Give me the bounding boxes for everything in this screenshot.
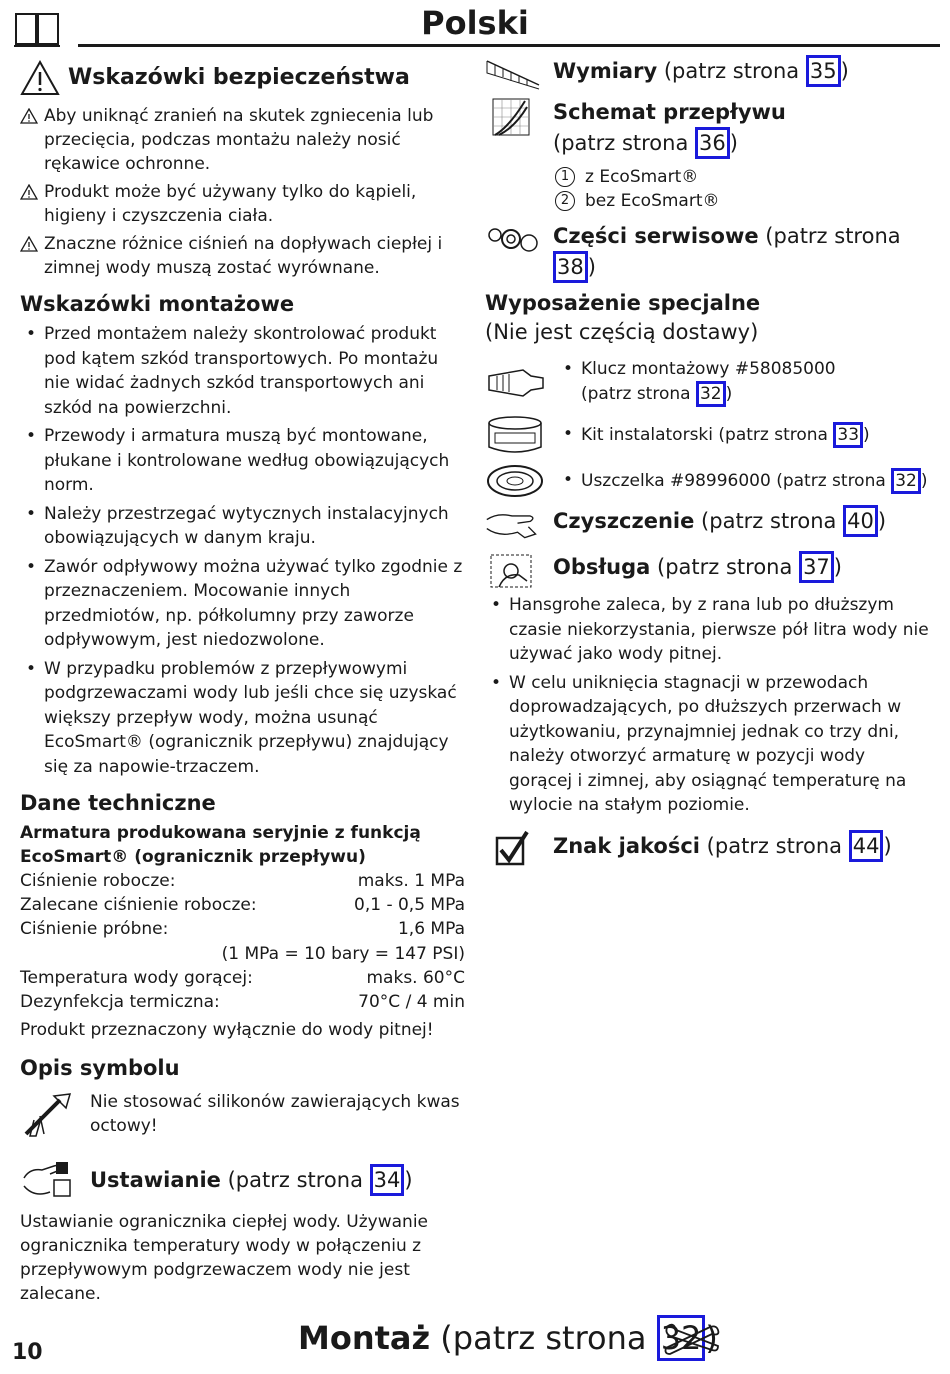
spec-value: 1,6 MPa	[397, 919, 465, 940]
tech-table	[20, 869, 465, 1014]
cleaning-heading	[553, 505, 886, 537]
flow-heading	[553, 97, 786, 159]
symbol-text: Nie stosować silikonów zawierających kwas octowy!	[90, 1092, 460, 1137]
service-parts-icon	[485, 221, 541, 257]
cleaning-ref: (patrz strona	[701, 509, 837, 533]
safety-title: Wskazówki bezpieczeństwa	[68, 65, 410, 90]
accessory-name: Klucz montażowy #58085000	[581, 359, 836, 379]
page-link-32[interactable]: 32	[891, 468, 921, 494]
cleaning-hand-icon	[485, 505, 541, 545]
page-link-40[interactable]: 40	[843, 505, 878, 537]
spec-value: maks. 60°C	[366, 967, 465, 988]
accessory-close: )	[920, 471, 928, 491]
symbol-title: Opis symbolu	[20, 1056, 180, 1081]
safety-item	[20, 180, 465, 228]
cleaning-row	[485, 505, 930, 545]
spec-row	[20, 869, 465, 893]
setting-close: )	[404, 1168, 413, 1193]
spec-row	[20, 966, 465, 990]
safety-item-text: Znaczne różnice ciśnień na dopływach ciepłej i zimnej wody muszą zostać wyrównane.	[44, 234, 443, 278]
service-ref: (patrz strona	[765, 224, 901, 248]
spec-value: maks. 1 MPa	[357, 871, 465, 891]
safety-item	[20, 104, 465, 176]
spec-label: Ciśnienie robocze:	[20, 871, 176, 891]
operation-title: Obsługa	[553, 555, 651, 579]
accessory-close: )	[725, 384, 733, 404]
list-item: • Hansgrohe zaleca, by z rana lub po dłuższym czasie niekorzystania, pierwsze pół litra wody nie używać jako wody pitnej.	[485, 593, 930, 667]
hand-thermostat-icon	[20, 1158, 76, 1202]
operation-list	[485, 593, 930, 818]
number-badge: 2	[555, 191, 575, 211]
quality-title: Znak jakości	[553, 833, 700, 858]
accessory-text	[561, 357, 836, 407]
safety-item	[20, 232, 465, 280]
setting-title: Ustawianie	[90, 1168, 221, 1193]
dimensions-row	[485, 55, 930, 91]
setting-heading	[90, 1164, 413, 1196]
operation-close: )	[833, 555, 842, 579]
service-close: )	[587, 255, 596, 279]
spec-note: (1 MPa = 10 bary = 147 PSI)	[221, 943, 465, 964]
setting-text: Ustawianie ogranicznika ciepłej wody. Używanie ogranicznika temperatury wody w połączeniu z przepływowym podgrzewaczem wody nie jest zalecane.	[20, 1212, 428, 1305]
spec-label: Ciśnienie próbne:	[20, 919, 169, 940]
dimensions-close: )	[840, 59, 849, 83]
flow-close: )	[729, 131, 738, 155]
operation-hand-icon	[485, 551, 541, 591]
dimensions-heading	[553, 55, 849, 87]
accessory-text	[561, 468, 927, 494]
header-divider	[78, 44, 940, 47]
tech-subtitle: Armatura produkowana seryjnie z funkcją EcoSmart® (ogranicznik przepływu)	[20, 823, 421, 867]
mounting-title: Wskazówki montażowe	[20, 292, 295, 316]
accessory-close: )	[863, 425, 870, 445]
safety-item-text: Produkt może być używany tylko do kąpieli, higieny i czyszczenia ciała.	[44, 182, 417, 226]
spec-row	[20, 990, 465, 1014]
safety-heading	[20, 60, 465, 96]
special-title: Wyposażenie specjalne	[485, 291, 761, 315]
spec-value: 0,1 - 0,5 MPa	[354, 895, 465, 916]
flow-row	[485, 97, 930, 159]
number-badge: 1	[555, 167, 575, 187]
accessory-name: Uszczelka #98996000 (patrz strona	[581, 471, 886, 491]
page-link-35[interactable]: 35	[806, 55, 841, 87]
page-link-34[interactable]: 34	[370, 1164, 405, 1196]
list-item: • Przed montażem należy skontrolować produkt pod kątem szkód transportowych. Po montażu nie widać żadnych szkód transportowych ani szkód na powierzchni.	[20, 322, 465, 420]
dimensions-title: Wymiary	[553, 59, 658, 83]
spec-label: Temperatura wody gorącej:	[20, 967, 253, 988]
service-title: Części serwisowe	[553, 224, 759, 248]
quality-row	[485, 830, 930, 870]
footer-ref: (patrz strona	[440, 1319, 647, 1357]
list-item: • Przewody i armatura muszą być montowane, płukane i kontrolowane według obowiązujących norm.	[20, 424, 465, 498]
setting-ref: (patrz strona	[227, 1168, 363, 1193]
quality-ref: (patrz strona	[706, 833, 843, 858]
spec-value: 70°C / 4 min	[358, 992, 465, 1013]
left-column	[20, 60, 465, 1306]
list-item: • Należy przestrzegać wytycznych instalacyjnych obowiązujących w danym kraju.	[20, 502, 465, 551]
spec-label: Dezynfekcja termiczna:	[20, 992, 220, 1013]
installer-kit-icon	[485, 413, 547, 457]
mounting-list	[20, 322, 465, 779]
flow-item	[555, 189, 930, 213]
footer-title: Montaż	[298, 1319, 431, 1357]
wrench-tool-icon	[485, 362, 547, 402]
operation-ref: (patrz strona	[657, 555, 793, 579]
warning-icon	[20, 60, 60, 96]
page-link-37[interactable]: 37	[799, 551, 834, 583]
spec-row	[20, 917, 465, 941]
gasket-icon	[485, 463, 547, 499]
spec-row	[20, 893, 465, 917]
page-number: 10	[12, 1340, 43, 1365]
spec-label: Zalecane ciśnienie robocze:	[20, 895, 257, 916]
flow-item-text: bez EcoSmart®	[585, 191, 720, 211]
list-item: • W celu uniknięcia stagnacji w przewodach doprowadzających, po dłuższych przerwach w użytkowaniu, przynajmniej jednak co trzy dni, należy otworzyć armaturę w pozycji wody gorącej i zimnej, aby osiągnąć temperaturę na wylocie na stałym poziomie.	[485, 671, 930, 818]
page-link-36[interactable]: 36	[695, 127, 730, 159]
flow-ref: (patrz strona	[553, 131, 689, 155]
right-column	[485, 55, 930, 876]
special-subtitle: (Nie jest częścią dostawy)	[485, 320, 759, 344]
flow-item	[555, 165, 930, 189]
warning-icon	[20, 108, 38, 124]
quality-close: )	[883, 833, 892, 858]
accessory-text	[561, 422, 870, 448]
page-link-38[interactable]: 38	[553, 251, 588, 283]
silicone-gun-icon	[20, 1090, 76, 1140]
flow-chart-icon	[485, 97, 541, 141]
cleaning-title: Czyszczenie	[553, 509, 695, 533]
warning-icon	[20, 184, 38, 200]
accessory-name: Kit instalatorski (patrz strona	[581, 425, 828, 445]
accessory-ref: (patrz strona	[581, 384, 691, 404]
accessory-item	[485, 357, 930, 407]
page-link-33[interactable]: 33	[833, 422, 863, 448]
warning-icon	[20, 236, 38, 252]
page-link-44[interactable]: 44	[849, 830, 884, 862]
cleaning-close: )	[877, 509, 887, 533]
accessory-item	[485, 413, 930, 457]
operation-heading	[553, 551, 842, 583]
ruler-icon	[485, 55, 541, 91]
page-link-32[interactable]: 32	[696, 381, 726, 407]
flow-title: Schemat przepływu	[553, 100, 786, 124]
service-row	[485, 221, 930, 283]
list-item: • Zawór odpływowy można używać tylko zgodnie z przeznaczeniem. Mocowanie innych przedmiotów, np. półkolumny przy zaworze odpływowym, jest niedozwolone.	[20, 555, 465, 653]
tech-title: Dane techniczne	[20, 791, 216, 815]
dimensions-ref: (patrz strona	[663, 59, 800, 83]
tech-footnote: Produkt przeznaczony wyłącznie do wody pitnej!	[20, 1020, 434, 1041]
safety-list	[20, 104, 465, 280]
setting-row	[20, 1158, 465, 1202]
operation-row	[485, 551, 930, 591]
symbol-row	[20, 1090, 465, 1140]
page-language-title: Polski	[421, 4, 529, 42]
service-heading	[553, 221, 930, 283]
wrench-icon	[662, 1318, 722, 1358]
flow-item-text: z EcoSmart®	[585, 167, 699, 187]
checkmark-quality-icon	[485, 830, 541, 870]
list-item: • W przypadku problemów z przepływowymi podgrzewaczami wody lub jeśli chce się uzyskać większy przepływ wody, można usunąć EcoSmart® (ogranicznik przepływu) znajdujący się za napowie-trzaczem.	[20, 657, 465, 780]
safety-item-text: Aby uniknąć zranień na skutek zgniecenia lub przecięcia, podczas montażu należy nosić rękawice ochronne.	[44, 106, 434, 174]
quality-heading	[553, 830, 892, 862]
accessory-item	[485, 463, 930, 499]
page-link-32[interactable]: 32	[657, 1315, 706, 1361]
footer-close: )	[705, 1319, 718, 1357]
footer-heading	[298, 1314, 718, 1362]
